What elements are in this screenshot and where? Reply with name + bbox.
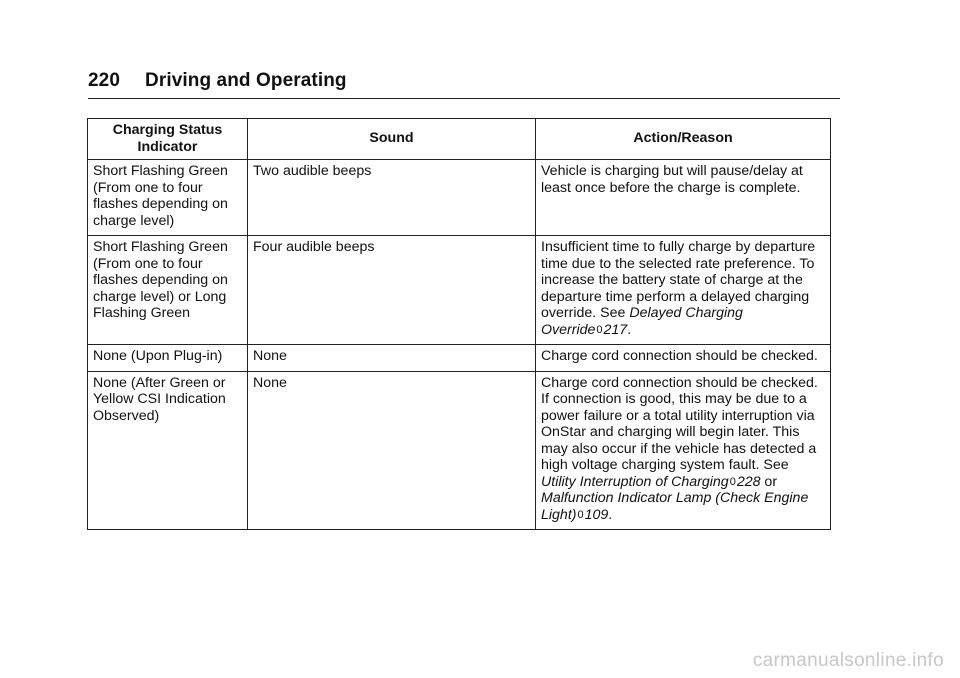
reason-text: or [760,473,778,490]
cross-reference-text: 228 [736,473,761,490]
page-reference-icon: 0 [577,508,584,521]
reason-text: . [608,506,613,523]
charging-status-table [87,118,831,530]
reason-cell [536,371,831,530]
table-row [88,345,831,372]
reason-cell [536,160,831,236]
column-header-indicator: Charging Status Indicator [88,119,248,160]
indicator-cell: Short Flashing Green (From one to four flashes depending on charge level) [88,160,248,236]
reason-text: Insufficient time to fully charge by departure time due to the selected rate preference. To increase the battery state of charge at the departure time perform a delayed charging override. See [541,239,816,321]
indicator-cell: None (After Green or Yellow CSI Indication Observed) [88,371,248,530]
table-row [88,371,831,530]
table-row [88,160,831,236]
cross-reference-text: Malfunction Indicator Lamp (Check Engine Light) [541,490,809,523]
reason-cell [536,236,831,345]
reason-text: Charge cord connection should be checked. If connection is good, this may be due to a power failure or a total utility interruption via OnStar and charging will begin later. This may also occur if the vehicle has detected a high voltage charging system fault. See [541,374,818,473]
cross-reference-text: Delayed Charging Override [541,305,743,338]
reason-cell [536,345,831,372]
table-row [88,236,831,345]
indicator-cell: Short Flashing Green (From one to four flashes depending on charge level) or Long Flashing Green [88,236,248,345]
cross-reference-text: Utility Interruption of Charging [541,473,729,490]
page-number: 220 [88,70,121,91]
page-header [88,70,347,92]
sound-cell: Four audible beeps [248,236,536,345]
reason-text: Charge cord connection should be checked. [541,348,818,364]
sound-cell: Two audible beeps [248,160,536,236]
sound-cell: None [248,345,536,372]
column-header-reason: Action/Reason [536,119,831,160]
page-reference-icon: 0 [596,323,603,336]
reason-text: . [627,321,632,338]
table-header-row [88,119,831,160]
indicator-cell: None (Upon Plug-in) [88,345,248,372]
sound-cell: None [248,371,536,530]
section-title: Driving and Operating [145,70,347,91]
header-divider [88,98,840,99]
watermark: carmanualsonline.info [752,650,944,671]
cross-reference-text: 217 [603,321,628,338]
page-reference-icon: 0 [729,475,736,488]
cross-reference-text: 109 [584,506,609,523]
reason-text: Vehicle is charging but will pause/delay at least once before the charge is complete. [541,163,803,196]
column-header-sound: Sound [248,119,536,160]
table-body [88,160,831,530]
